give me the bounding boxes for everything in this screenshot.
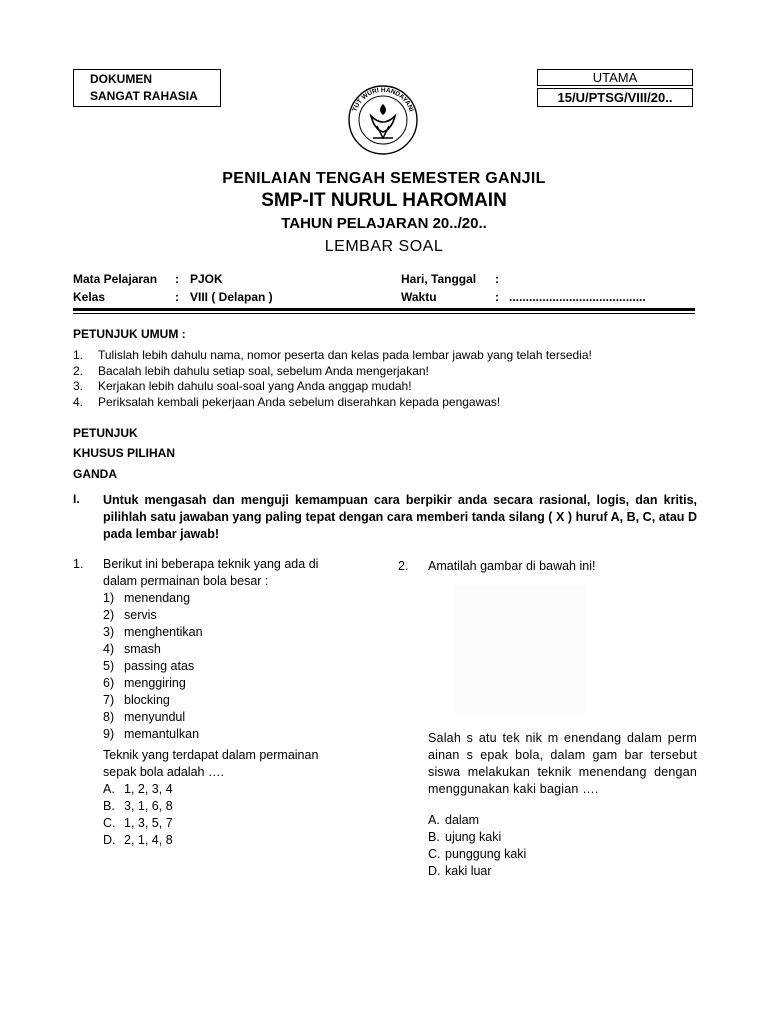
item-number: 9) <box>103 727 115 741</box>
option-letter: C. <box>103 816 116 830</box>
list-item <box>103 658 343 675</box>
list-item <box>73 379 693 395</box>
option-text: ujung kaki <box>445 830 502 844</box>
list-item <box>103 692 343 709</box>
question-2-number: 2. <box>398 559 409 573</box>
option-text: punggung kaki <box>445 847 527 861</box>
item-number: 1) <box>103 591 115 605</box>
document-code-box <box>537 69 693 107</box>
question-2-prompt: Salah s atu tek nik m enendang dalam perm ainan s epak bola, dalam gam bar tersebut siswa melakukan teknik menendang dengan menggunakan kaki bagian …. <box>428 731 697 796</box>
list-number: 1. <box>73 348 84 362</box>
list-item <box>103 624 343 641</box>
classification-line1: DOKUMEN <box>90 72 152 86</box>
question-1-technique-list <box>103 590 343 743</box>
section-number: I. <box>73 492 80 506</box>
subject-label: Mata Pelajaran <box>73 272 158 286</box>
question-1-options <box>103 781 343 849</box>
list-item <box>103 675 343 692</box>
option-text: 1, 2, 3, 4 <box>124 782 173 796</box>
option-text: 3, 1, 6, 8 <box>124 799 173 813</box>
list-item <box>103 641 343 658</box>
question-2-intro: Amatilah gambar di bawah ini! <box>428 559 596 573</box>
tut-wuri-handayani-logo-icon <box>343 80 423 158</box>
document-classification-box <box>73 69 221 107</box>
academic-year: TAHUN PELAJARAN 20../20.. <box>281 215 487 232</box>
item-text: passing atas <box>124 659 195 673</box>
option-letter: D. <box>103 833 116 847</box>
question-2-options <box>428 812 688 880</box>
special-instructions-line1: PETUNJUK <box>73 426 138 440</box>
item-text: blocking <box>124 693 170 707</box>
document-code: 15/U/PTSG/VIII/20.. <box>537 88 693 107</box>
item-text: menyundul <box>124 710 186 724</box>
answer-option <box>428 846 688 863</box>
list-text: Periksalah kembali pekerjaan Anda sebelum diserahkan kepada pengawas! <box>98 394 501 409</box>
answer-option <box>428 863 688 880</box>
item-number: 2) <box>103 608 115 622</box>
exam-title: PENILAIAN TENGAH SEMESTER GANJIL <box>222 170 546 187</box>
list-text: Tulislah lebih dahulu nama, nomor peserta dan kelas pada lembar jawab yang telah tersedia! <box>98 348 592 362</box>
class-value: VIII ( Delapan ) <box>190 290 273 304</box>
list-item <box>73 364 693 380</box>
item-number: 3) <box>103 625 115 639</box>
item-number: 6) <box>103 676 115 690</box>
sheet-type: LEMBAR SOAL <box>324 238 444 255</box>
answer-option <box>428 829 688 846</box>
time-label: Waktu <box>401 290 437 304</box>
list-number: 3. <box>73 379 84 393</box>
option-letter: B. <box>103 799 115 813</box>
list-text: Bacalah lebih dahulu setiap soal, sebelum Anda mengerjakan! <box>98 363 429 378</box>
list-number: 2. <box>73 363 84 378</box>
answer-option <box>103 815 343 832</box>
item-number: 5) <box>103 659 115 673</box>
item-text: servis <box>124 608 157 622</box>
document-type: UTAMA <box>537 69 693 86</box>
subject-value: PJOK <box>190 272 223 286</box>
class-label: Kelas <box>73 290 106 304</box>
item-number: 8) <box>103 710 115 724</box>
answer-option <box>103 798 343 815</box>
list-item <box>103 590 343 607</box>
day-colon: : <box>495 272 499 286</box>
time-value: ......................................... <box>509 290 646 304</box>
list-item <box>103 607 343 624</box>
special-instructions-line3: GANDA <box>73 467 117 481</box>
header-rule-thin <box>73 313 695 314</box>
option-text: 2, 1, 4, 8 <box>124 833 173 847</box>
subject-colon: : <box>175 272 179 286</box>
option-letter: D. <box>428 864 441 878</box>
question-1-intro: Berikut ini beberapa teknik yang ada di dalam permainan bola besar : <box>103 557 319 588</box>
option-letter: A. <box>428 813 440 827</box>
list-item <box>73 348 693 364</box>
list-item <box>103 709 343 726</box>
list-text: Kerjakan lebih dahulu soal-soal yang Anda anggap mudah! <box>98 379 412 393</box>
option-letter: B. <box>428 830 440 844</box>
list-item <box>73 395 693 411</box>
question-1-number: 1. <box>73 557 84 571</box>
class-colon: : <box>175 290 179 304</box>
answer-option <box>103 781 343 798</box>
day-label: Hari, Tanggal <box>401 272 477 286</box>
option-text: 1, 3, 5, 7 <box>124 816 173 830</box>
classification-line2: SANGAT RAHASIA <box>90 89 198 103</box>
item-text: memantulkan <box>124 727 200 741</box>
item-text: smash <box>124 642 161 656</box>
item-text: menendang <box>124 591 191 605</box>
section-instruction: Untuk mengasah dan menguji kemampuan cara berpikir anda secara rasional, logis, dan kritis, pilihlah satu jawaban yang paling tepat dengan cara memberi tanda silang ( X ) huruf A, B, C, atau D pada lembar jawab! <box>103 493 697 541</box>
question-2-image-placeholder <box>455 585 585 715</box>
answer-option <box>428 812 688 829</box>
list-item <box>103 726 343 743</box>
question-1-prompt: Teknik yang terdapat dalam permainan sepak bola adalah …. <box>103 748 319 779</box>
logo-motto: TUT WURI HANDAYANI <box>351 86 415 113</box>
item-number: 7) <box>103 693 115 707</box>
school-name: SMP-IT NURUL HAROMAIN <box>261 190 507 211</box>
item-number: 4) <box>103 642 115 656</box>
list-number: 4. <box>73 394 84 409</box>
header-rule-thick <box>73 308 695 311</box>
item-text: menghentikan <box>124 625 203 639</box>
special-instructions-line2: KHUSUS PILIHAN <box>73 446 176 460</box>
option-letter: C. <box>428 847 441 861</box>
general-instructions-heading: PETUNJUK UMUM : <box>73 327 186 341</box>
time-colon: : <box>495 290 499 304</box>
answer-option <box>103 832 343 849</box>
item-text: menggiring <box>124 676 186 690</box>
option-text: kaki luar <box>445 864 492 878</box>
general-instructions-list <box>73 348 693 410</box>
option-text: dalam <box>445 813 480 827</box>
option-letter: A. <box>103 782 115 796</box>
